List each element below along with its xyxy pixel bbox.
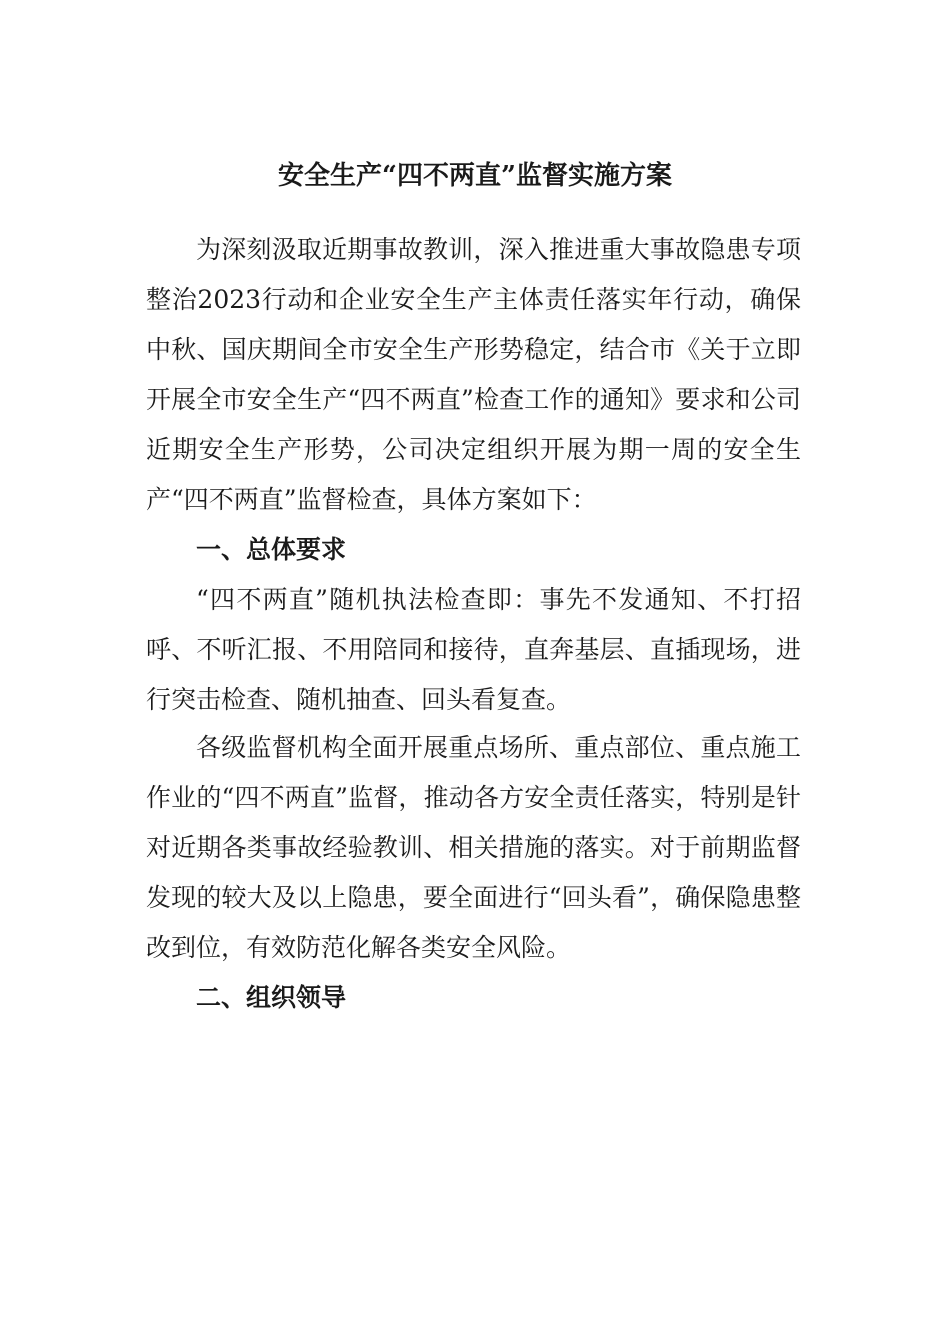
section-heading-organization-leadership: 二、组织领导 bbox=[196, 983, 347, 1012]
document-title: 安全生产“四不两直”监督实施方案 bbox=[278, 161, 672, 191]
paragraph-supervision-scope: 各级监督机构全面开展重点场所、重点部位、重点施工作业的“四不两直”监督，推动各方安全责任落实，特别是针对近期各类事故经验教训、相关措施的落实。对于前期监督发现的较大及以上隐患，要全面进行“回头看”，确保隐患整改到位，有效防范化解各类安全风险。 bbox=[146, 733, 801, 962]
intro-paragraph: 为深刻汲取近期事故教训，深入推进重大事故隐患专项整治2023行动和企业安全生产主体责任落实年行动，确保中秋、国庆期间全市安全生产形势稳定，结合市《关于立即开展全市安全生产“四不两直”检查工作的通知》要求和公司近期安全生产形势，公司决定组织开展为期一周的安全生产“四不两直”监督检查，具体方案如下： bbox=[146, 235, 801, 514]
section-heading-general-requirements: 一、总体要求 bbox=[196, 535, 347, 564]
paragraph-four-no-two-direct-definition: “四不两直”随机执法检查即：事先不发通知、不打招呼、不听汇报、不用陪同和接待，直奔基层、直插现场，进行突击检查、随机抽查、回头看复查。 bbox=[146, 585, 801, 714]
